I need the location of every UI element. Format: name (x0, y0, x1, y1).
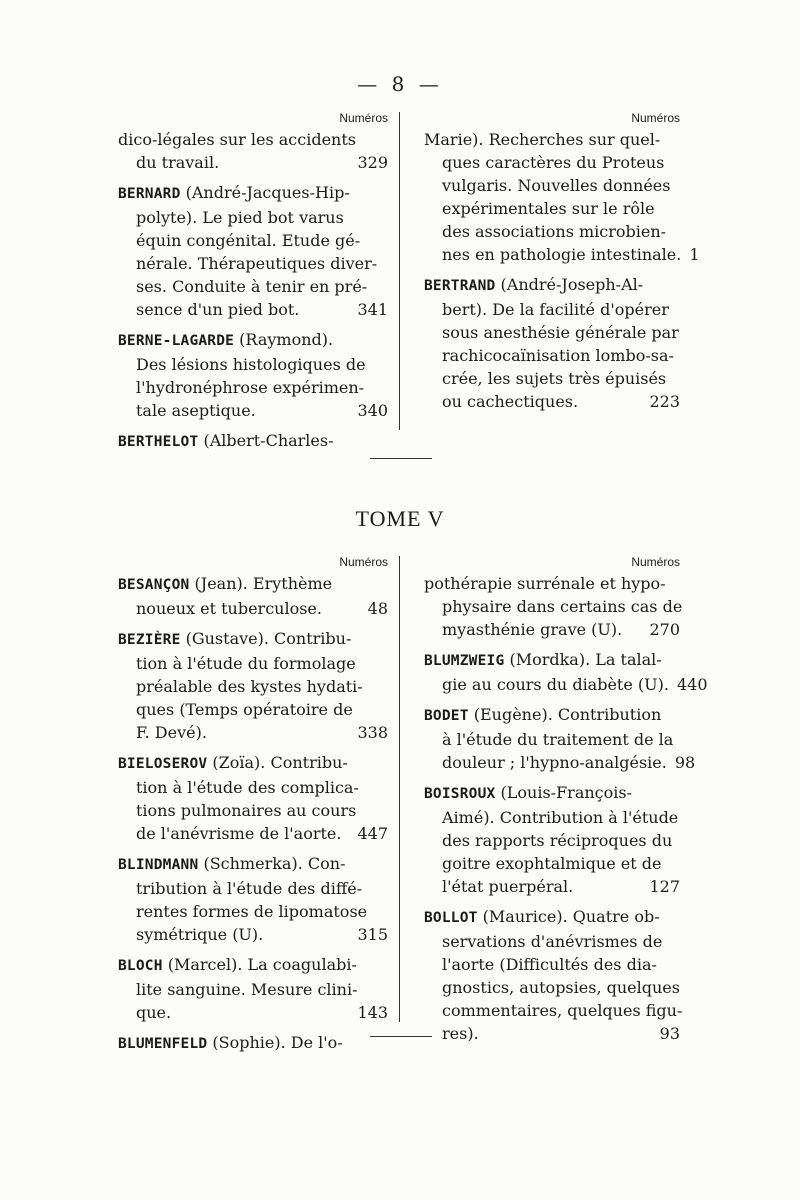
index-entry (118, 181, 388, 321)
entry-title-text: du travail. (136, 153, 220, 172)
index-entry (118, 572, 388, 620)
entry-line (424, 220, 680, 243)
entry-line (424, 875, 680, 898)
entry-text (136, 298, 299, 321)
entry-title-text: nérale. Thérapeutiques diver- (136, 254, 378, 273)
author-name: BERTHELOT (118, 434, 199, 450)
entry-line (118, 376, 388, 399)
entry-text (424, 128, 660, 151)
entry-line (118, 275, 388, 298)
entry-line (118, 1031, 388, 1056)
entry-line (424, 999, 683, 1022)
entry-line (118, 597, 388, 620)
entry-title-text: (André-Joseph-Al- (495, 275, 644, 294)
entry-title-text: goitre exophtalmique et de (442, 854, 662, 873)
entry-text (442, 174, 670, 197)
entry-title-text: pothérapie surrénale et hypo- (424, 574, 666, 593)
entry-text (136, 675, 363, 698)
author-name: BOISROUX (424, 786, 496, 802)
entry-title-text: tribution à l'étude des diffé- (136, 879, 363, 898)
entry-text (118, 627, 351, 652)
entry-number: 143 (357, 1003, 388, 1022)
entry-text (136, 900, 367, 923)
entry-title-text: nes en pathologie intestinale. (442, 245, 682, 264)
entry-text (442, 151, 664, 174)
index-entry (424, 128, 700, 266)
entry-title-text: symétrique (U). (136, 925, 264, 944)
column-bottom-left (118, 552, 388, 1063)
entry-text (136, 597, 322, 620)
numeros-header: Numéros (631, 111, 680, 125)
entry-title-text: (Louis-François- (495, 783, 632, 802)
page-number: — 8 — (357, 72, 443, 96)
entry-title-text: (Eugène). Contribution (468, 705, 662, 724)
entry-line (424, 344, 680, 367)
entry-text (118, 953, 357, 978)
entry-line (118, 353, 388, 376)
entry-text (424, 781, 632, 806)
entry-line (118, 128, 388, 151)
entry-line (118, 252, 388, 275)
author-name: BODET (424, 708, 469, 724)
entry-line (424, 243, 700, 266)
entry-line (424, 673, 708, 696)
index-entry (118, 128, 388, 174)
entry-title-text: Des lésions histologiques de (136, 355, 366, 374)
entry-text (442, 806, 678, 829)
entry-title-text: Aimé). Contribution à l'étude (442, 808, 679, 827)
entry-line (118, 900, 388, 923)
entry-title-text: (Raymond). (234, 330, 334, 349)
entry-line (118, 151, 388, 174)
author-name: BLOCH (118, 958, 163, 974)
index-entry (118, 627, 388, 744)
entry-line (424, 648, 680, 673)
author-name: BEZIÈRE (118, 632, 181, 648)
entry-title-text: ques caractères du Proteus (442, 153, 665, 172)
entry-title-text: F. Devé). (136, 723, 207, 742)
entry-text (136, 399, 256, 422)
column-divider (399, 112, 400, 430)
entry-text (118, 852, 345, 877)
author-name: BESANÇON (118, 577, 190, 593)
entry-title-text: (Jean). Erythème (189, 574, 333, 593)
entry-text (136, 275, 367, 298)
entry-line (118, 698, 388, 721)
entry-text (424, 703, 661, 728)
entry-text (424, 572, 666, 595)
entry-line (118, 978, 388, 1001)
index-entry (424, 703, 696, 774)
entry-line (424, 390, 680, 413)
entry-number: 98 (674, 753, 696, 772)
entry-line (424, 781, 680, 806)
entry-title-text: l'état puerpéral. (442, 877, 574, 896)
index-entry (424, 572, 683, 641)
column-divider (399, 556, 400, 1022)
entry-text (442, 976, 680, 999)
author-name: BERNARD (118, 186, 181, 202)
entry-text (442, 298, 669, 321)
entry-text (136, 877, 362, 900)
author-name: BERNE-LAGARDE (118, 333, 235, 349)
entry-title-text: que. (136, 1003, 172, 1022)
entry-text (442, 618, 622, 641)
entry-title-text: lite sanguine. Mesure clini- (136, 980, 358, 999)
entry-line (118, 206, 388, 229)
entry-number: 223 (649, 392, 680, 411)
entry-line (424, 905, 680, 930)
entry-title-text: commentaires, quelques figu- (442, 1001, 683, 1020)
entry-title-text: (Marcel). La coagulabi- (162, 955, 357, 974)
entry-text (118, 128, 356, 151)
entry-line (424, 751, 696, 774)
entry-title-text: (Zoïa). Contribu- (207, 753, 348, 772)
author-name: BOLLOT (424, 910, 478, 926)
entry-title-text: gnostics, autopsies, quelques (442, 978, 680, 997)
entry-number: 93 (659, 1024, 680, 1043)
column-top-right (424, 108, 700, 420)
entry-title-text: dico-légales sur les accidents (118, 130, 356, 149)
entry-line (118, 675, 388, 698)
entry-number: 329 (357, 153, 388, 172)
entry-title-text: ques (Temps opératoire de (136, 700, 353, 719)
entry-line (118, 181, 388, 206)
entry-text (136, 252, 377, 275)
numeros-header: Numéros (631, 555, 680, 569)
entry-number: 48 (367, 599, 388, 618)
entry-title-text: de l'anévrisme de l'aorte. (136, 824, 342, 843)
entry-line (118, 399, 388, 422)
entry-title-text: ses. Conduite à tenir en pré- (136, 277, 368, 296)
entry-line (118, 799, 388, 822)
entry-text (136, 206, 344, 229)
entry-line (118, 572, 388, 597)
entry-text (424, 905, 660, 930)
entry-line (424, 852, 680, 875)
entry-title-text: (Mordka). La talal- (504, 650, 662, 669)
entry-text (136, 776, 359, 799)
entry-line (118, 721, 388, 744)
author-name: BLINDMANN (118, 857, 199, 873)
entry-title-text: préalable des kystes hydati- (136, 677, 363, 696)
entry-title-text: vulgaris. Nouvelles données (442, 176, 671, 195)
entry-text (118, 181, 350, 206)
entry-line (424, 174, 680, 197)
entry-title-text: douleur ; l'hypno-analgésie. (442, 753, 667, 772)
author-name: BLUMENFELD (118, 1036, 208, 1052)
entry-line (424, 976, 680, 999)
entry-line (424, 197, 680, 220)
entry-text (442, 344, 674, 367)
entry-text (442, 390, 578, 413)
entry-line (118, 923, 388, 946)
entry-number: 270 (649, 620, 680, 639)
entry-text (442, 953, 657, 976)
section-title: TOME V (355, 506, 445, 531)
entry-title-text: tion à l'étude des complica- (136, 778, 359, 797)
entry-line (424, 595, 683, 618)
entry-title-text: rachicocaïnisation lombo-sa- (442, 346, 674, 365)
entry-line (118, 328, 388, 353)
entry-text (442, 829, 672, 852)
entry-number: 338 (357, 723, 388, 742)
entry-text (442, 728, 673, 751)
entry-line (118, 429, 388, 454)
entry-line (118, 852, 388, 877)
entry-line (118, 298, 388, 321)
index-entry (424, 648, 708, 696)
entry-line (424, 367, 680, 390)
entry-text (442, 930, 662, 953)
entry-line (118, 627, 388, 652)
entry-text (424, 648, 662, 673)
entry-title-text: ou cachectiques. (442, 392, 579, 411)
index-entry (424, 905, 683, 1045)
entry-text (442, 197, 655, 220)
entry-text (442, 243, 681, 266)
entry-line (424, 572, 680, 595)
entry-text (136, 799, 356, 822)
entry-title-text: l'hydronéphrose expérimen- (136, 378, 365, 397)
entry-line (424, 618, 680, 641)
numeros-header: Numéros (339, 111, 388, 125)
entry-text (136, 652, 356, 675)
entry-title-text: des associations microbien- (442, 222, 667, 241)
entry-title-text: bert). De la facilité d'opérer (442, 300, 669, 319)
index-entry (118, 328, 388, 422)
entry-text (442, 1022, 479, 1045)
entry-line (424, 1022, 680, 1045)
entry-text (136, 698, 353, 721)
entry-text (118, 572, 332, 597)
entry-title-text: servations d'anévrismes de (442, 932, 663, 951)
entry-text (118, 1031, 343, 1056)
entry-line (424, 728, 680, 751)
entry-line (424, 151, 680, 174)
entry-text (136, 978, 357, 1001)
entry-line (118, 776, 388, 799)
entry-number: 127 (649, 877, 680, 896)
entry-line (118, 877, 388, 900)
entry-line (424, 298, 680, 321)
entry-line (118, 229, 388, 252)
entry-text (442, 673, 669, 696)
entry-title-text: sous anesthésie générale par (442, 323, 679, 342)
entry-number: 1 (689, 245, 700, 264)
entry-text (118, 328, 333, 353)
entry-text (136, 353, 366, 376)
entry-text (442, 220, 666, 243)
index-entry (118, 429, 388, 454)
entry-text (118, 429, 334, 454)
author-name: BIELOSEROV (118, 756, 208, 772)
entry-title-text: tions pulmonaires au cours (136, 801, 357, 820)
entry-line (118, 822, 388, 845)
entry-title-text: sence d'un pied bot. (136, 300, 300, 319)
index-entry (424, 781, 680, 898)
entry-title-text: à l'étude du traitement de la (442, 730, 674, 749)
entry-title-text: (Maurice). Quatre ob- (477, 907, 660, 926)
entry-text (442, 367, 666, 390)
entry-text (136, 229, 360, 252)
entry-text (136, 1001, 171, 1024)
index-entry (424, 273, 680, 413)
entry-text (136, 376, 364, 399)
entry-title-text: noueux et tuberculose. (136, 599, 322, 618)
entry-text (442, 875, 573, 898)
entry-title-text: myasthénie grave (U). (442, 620, 623, 639)
entry-line (424, 953, 680, 976)
entry-title-text: tion à l'étude du formolage (136, 654, 356, 673)
entry-text (136, 822, 341, 845)
index-entry (118, 751, 388, 845)
entry-title-text: gie au cours du diabète (U). (442, 675, 669, 694)
entry-line (424, 806, 680, 829)
entry-text (442, 321, 679, 344)
entry-text (136, 151, 219, 174)
index-entry (118, 953, 388, 1024)
index-entry (118, 1031, 388, 1056)
entry-title-text: tale aseptique. (136, 401, 256, 420)
entry-title-text: l'aorte (Difficultés des dia- (442, 955, 657, 974)
entry-text (424, 273, 643, 298)
entry-line (118, 652, 388, 675)
entry-title-text: (Schmerka). Con- (198, 854, 346, 873)
column-top-left (118, 108, 388, 461)
entry-line (424, 703, 680, 728)
section-rule (370, 1036, 432, 1037)
section-rule (370, 458, 432, 459)
entry-title-text: res). (442, 1024, 479, 1043)
entry-title-text: crée, les sujets très épuisés (442, 369, 667, 388)
entry-text (442, 595, 682, 618)
index-entry (118, 852, 388, 946)
entry-line (118, 1001, 388, 1024)
column-bottom-right (424, 552, 708, 1052)
entry-title-text: (Sophie). De l'o- (207, 1033, 343, 1052)
entry-text (136, 923, 263, 946)
entry-title-text: (Albert-Charles- (198, 431, 334, 450)
entry-line (424, 321, 680, 344)
entry-number: 447 (357, 824, 388, 843)
entry-text (136, 721, 207, 744)
entry-title-text: expérimentales sur le rôle (442, 199, 655, 218)
author-name: BLUMZWEIG (424, 653, 505, 669)
entry-text (442, 751, 667, 774)
entry-line (424, 930, 680, 953)
numeros-header: Numéros (339, 555, 388, 569)
entry-line (424, 829, 680, 852)
entry-title-text: Marie). Recherches sur quel- (424, 130, 661, 149)
entry-number: 341 (357, 300, 388, 319)
entry-line (118, 953, 388, 978)
entry-title-text: polyte). Le pied bot varus (136, 208, 344, 227)
author-name: BERTRAND (424, 278, 496, 294)
entry-number: 440 (676, 675, 708, 694)
entry-title-text: (Gustave). Contribu- (180, 629, 352, 648)
entry-number: 315 (357, 925, 388, 944)
entry-title-text: physaire dans certains cas de (442, 597, 683, 616)
entry-title-text: équin congénital. Etude gé- (136, 231, 361, 250)
entry-text (442, 852, 661, 875)
entry-title-text: (André-Jacques-Hip- (180, 183, 350, 202)
entry-line (424, 273, 680, 298)
entry-number: 340 (357, 401, 388, 420)
entry-text (442, 999, 682, 1022)
entry-line (424, 128, 680, 151)
entry-line (118, 751, 388, 776)
entry-title-text: des rapports réciproques du (442, 831, 673, 850)
entry-title-text: rentes formes de lipomatose (136, 902, 368, 921)
entry-text (118, 751, 348, 776)
